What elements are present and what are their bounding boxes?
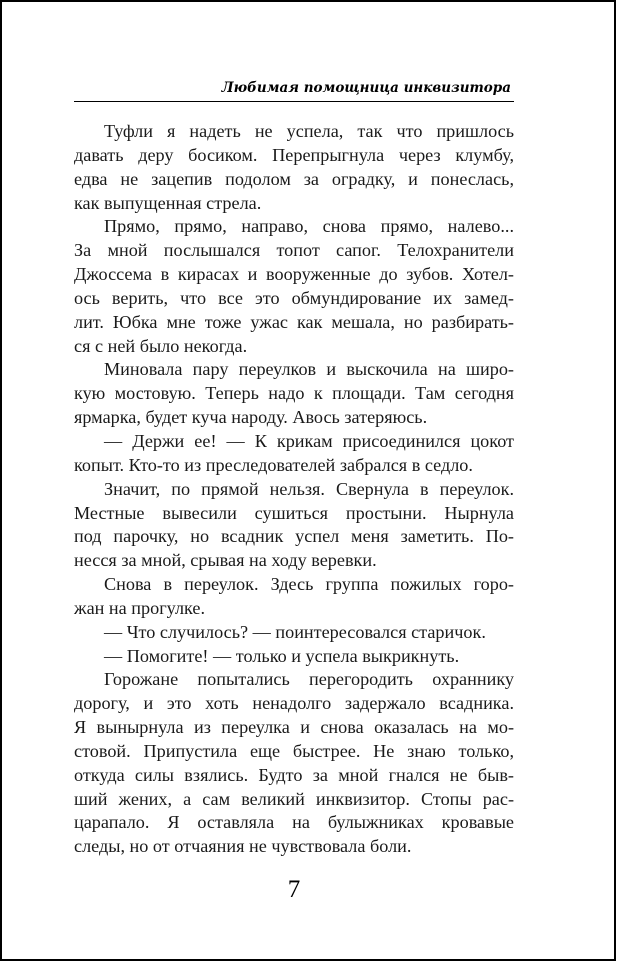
running-head: Любимая помощница инквизитора	[221, 80, 511, 96]
text-line: ший жених, а сам великий инквизитор. Стопы рас-	[74, 788, 514, 809]
text-line: Туфли я надеть не успела, так что пришлось	[104, 121, 514, 141]
body-text	[74, 120, 514, 859]
text-line: — Что случилось? — поинтересовался старичок.	[104, 621, 486, 642]
text-line: откуда силы взялись. Будто за мной гнался не быв-	[74, 764, 514, 785]
text-line: — Помогите! — только и успела выкрикнуть.	[104, 645, 460, 666]
text-line: Прямо, прямо, направо, снова прямо, налево...	[104, 216, 514, 237]
text-line: ярмарка, будет куча народу. Авось затеряюсь.	[74, 407, 428, 428]
text-line: — Держи ее! — К крикам присоединился цокот	[104, 430, 514, 451]
text-line: Миновала пару переулков и выскочила на широ-	[104, 359, 514, 380]
text-line: Снова в переулок. Здесь группа пожилых горо-	[104, 574, 514, 595]
text-line: несся за мной, срывая на ходу веревки.	[74, 550, 377, 571]
text-line: дорогу, и это хоть ненадолго задержало всадника.	[74, 693, 514, 714]
text-line: Горожане попытались перегородить охраннику	[104, 669, 514, 690]
text-line: Я вынырнула из переулка и снова оказалась на мо-	[74, 717, 514, 738]
text-line: Джоссема в кирасах и вооруженные до зубов. Хотел-	[74, 264, 514, 285]
page-number: 7	[287, 876, 301, 903]
text-line: Значит, по прямой нельзя. Свернула в переулок.	[104, 478, 514, 499]
text-line: Местные вывесили сушиться простыни. Нырнула	[74, 502, 514, 523]
header-rule	[74, 101, 514, 102]
text-line: едва не зацепив подолом за оградку, и понеслась,	[74, 168, 514, 189]
text-line: как выпущенная стрела.	[74, 192, 262, 213]
text-line: царапало. Я оставляла на булыжниках кровавые	[74, 812, 514, 833]
text-line: жан на прогулке.	[74, 597, 206, 618]
text-line: кую мостовую. Теперь надо к площади. Там сегодня	[74, 383, 514, 404]
text-line: под парочку, но всадник успел меня заметить. По-	[74, 526, 514, 547]
text-line: стовой. Припустила еще быстрее. Не знаю только,	[74, 740, 514, 761]
text-line: следы, но от отчаяния не чувствовала боли.	[74, 836, 412, 857]
text-line: ся с ней было некогда.	[74, 335, 248, 356]
text-line: копыт. Кто-то из преследователей забрался в седло.	[74, 454, 473, 475]
text-line: лит. Юбка мне тоже ужас как мешала, но разбирать-	[74, 311, 514, 332]
text-line: За мной послышался топот сапог. Телохранители	[74, 240, 514, 261]
text-line: давать деру босиком. Перепрыгнула через клумбу,	[74, 144, 514, 165]
text-line: ось верить, что все это обмундирование их замед-	[74, 287, 514, 308]
